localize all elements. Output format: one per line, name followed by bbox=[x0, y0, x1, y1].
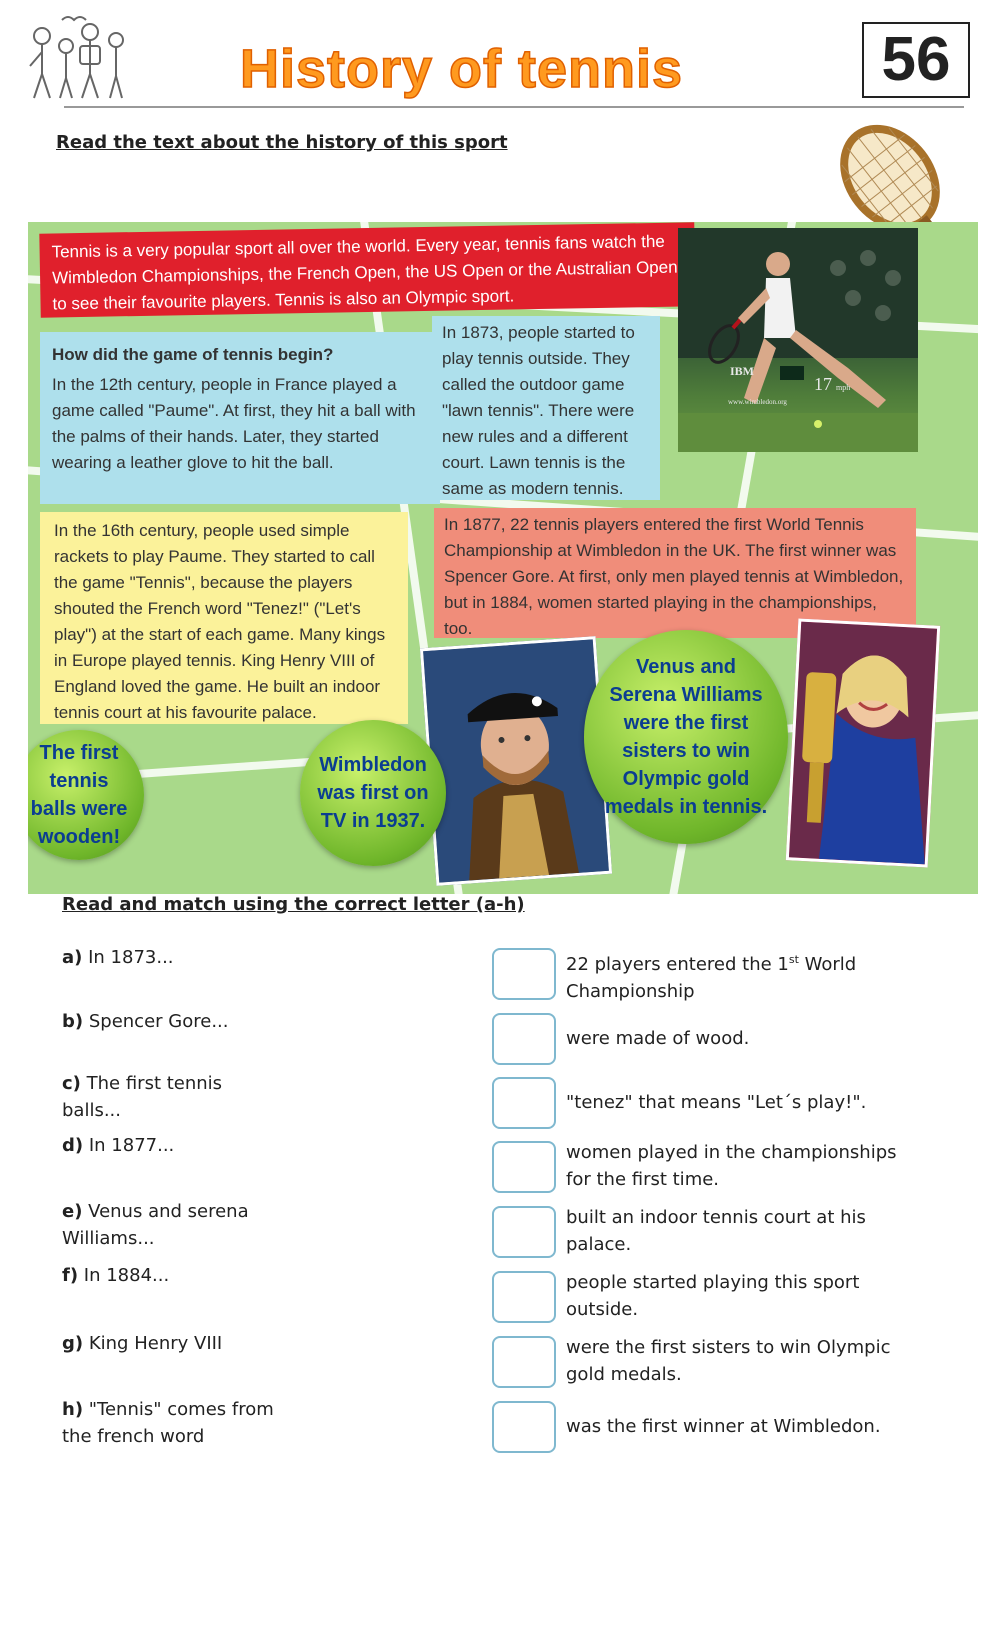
match-left-letter: c) bbox=[62, 1073, 81, 1094]
read-instruction: Read the text about the history of this sport bbox=[56, 132, 508, 153]
match-left-text: Spencer Gore... bbox=[83, 1011, 229, 1032]
match-left-text: In 1884... bbox=[78, 1265, 170, 1286]
match-left-letter: a) bbox=[62, 947, 83, 968]
page-number: 56 bbox=[862, 22, 970, 98]
match-right-item bbox=[566, 1334, 926, 1388]
king-henry-portrait bbox=[420, 636, 612, 886]
answer-box[interactable] bbox=[492, 1206, 556, 1258]
match-instruction: Read and match using the correct letter (a-h) bbox=[62, 894, 525, 915]
match-right-text: was the first winner at Wimbledon. bbox=[566, 1416, 881, 1437]
match-right-text: were the first sisters to win Olympic gold medals. bbox=[566, 1337, 891, 1385]
fact-ball-wooden bbox=[28, 730, 144, 860]
match-left-letter: h) bbox=[62, 1399, 84, 1420]
match-right-text: "tenez" that means "Let´s play!". bbox=[566, 1092, 867, 1113]
match-left-text: In 1873... bbox=[82, 947, 174, 968]
match-left-item bbox=[62, 1198, 282, 1252]
match-left-item bbox=[62, 1396, 282, 1450]
match-right-text: were made of wood. bbox=[566, 1028, 750, 1049]
box-16th-century: In the 16th century, people used simple rackets to play Paume. They started to call the game "Tennis", because the players shouted the French word "Tenez!" ("Let's play") at the start of each game. Many kings in Europe played tennis. King Henry VIII of England loved the game. He built an indoor tennis court at his favourite palace. bbox=[40, 512, 408, 724]
intro-box: Tennis is a very popular sport all over the world. Every year, tennis fans watch the Wimbledon Championships, the French Open, the US Open or the Australian Open to see their favourite players. Tennis is also an Olympic sport. bbox=[39, 222, 695, 317]
wimbledon-url: www.wimbledon.org bbox=[728, 398, 787, 406]
box-how-began bbox=[40, 332, 440, 504]
match-right-item bbox=[566, 1139, 926, 1193]
fact-ball-williams bbox=[584, 630, 788, 844]
match-left-text: The first tennis balls... bbox=[62, 1073, 223, 1121]
answer-box[interactable] bbox=[492, 1077, 556, 1129]
match-left-letter: d) bbox=[62, 1135, 84, 1156]
match-left-letter: e) bbox=[62, 1201, 83, 1222]
match-left-text: In 1877... bbox=[83, 1135, 175, 1156]
match-left-text: Venus and serena Williams... bbox=[62, 1201, 249, 1249]
match-right-text: 22 players entered the 1 bbox=[566, 954, 789, 975]
match-right-item bbox=[566, 1025, 926, 1052]
speed-unit: mph bbox=[836, 383, 851, 392]
fact-ball-tv-text: Wimbledon was first on TV in 1937. bbox=[317, 754, 429, 832]
match-left-item bbox=[62, 1262, 282, 1289]
sponsor-text: IBM bbox=[730, 364, 754, 378]
ordinal-suffix: st bbox=[788, 953, 799, 966]
match-left-item bbox=[62, 1008, 282, 1035]
match-left-letter: g) bbox=[62, 1333, 84, 1354]
reading-panel bbox=[28, 222, 978, 894]
match-left-text: King Henry VIII bbox=[83, 1333, 223, 1354]
speed-value: 17 bbox=[814, 374, 832, 394]
speed-readout bbox=[814, 374, 850, 395]
match-right-item bbox=[566, 946, 926, 1005]
match-left-text: "Tennis" comes from the french word bbox=[62, 1399, 274, 1447]
tennis-player-photo bbox=[678, 228, 918, 452]
match-left-letter: f) bbox=[62, 1265, 79, 1286]
match-left-item bbox=[62, 944, 282, 971]
match-right-item bbox=[566, 1089, 926, 1116]
trophy-winner-photo bbox=[786, 618, 940, 867]
answer-box[interactable] bbox=[492, 948, 556, 1000]
match-left-item bbox=[62, 1132, 282, 1159]
answer-box[interactable] bbox=[492, 1336, 556, 1388]
fact-ball-wooden-text: The first tennis balls were wooden! bbox=[30, 742, 128, 848]
header-divider bbox=[64, 106, 964, 108]
match-right-text: people started playing this sport outside. bbox=[566, 1272, 860, 1320]
answer-box[interactable] bbox=[492, 1013, 556, 1065]
box-how-began-text: In the 12th century, people in France played a game called "Paume". At first, they hit a ball with the palms of their hands. Later, they started wearing a leather glove to hit the ball. bbox=[52, 375, 416, 472]
match-left-letter: b) bbox=[62, 1011, 84, 1032]
box-1877: In 1877, 22 tennis players entered the first World Tennis Championship at Wimbledon in the UK. The first winner was Spencer Gore. At first, only men played tennis at Wimbledon, but in 1884, women started playing in the championships, too. bbox=[434, 508, 916, 638]
match-right-item bbox=[566, 1269, 926, 1323]
box-how-began-heading: How did the game of tennis begin? bbox=[52, 345, 334, 364]
kids-logo bbox=[22, 12, 132, 102]
match-right-text: women played in the championships for the first time. bbox=[566, 1142, 897, 1190]
match-left-item bbox=[62, 1330, 282, 1357]
fact-ball-williams-text: Venus and Serena Williams were the first sisters to win Olympic gold medals in tennis. bbox=[604, 656, 768, 818]
match-right-item bbox=[566, 1204, 926, 1258]
page-title: History of tennis bbox=[240, 39, 684, 99]
box-1873: In 1873, people started to play tennis outside. They called the outdoor game "lawn tennis". There were new rules and a different court. Lawn tennis is the same as modern tennis. bbox=[432, 316, 660, 500]
answer-box[interactable] bbox=[492, 1271, 556, 1323]
match-left-item bbox=[62, 1070, 282, 1124]
answer-box[interactable] bbox=[492, 1401, 556, 1453]
answer-box[interactable] bbox=[492, 1141, 556, 1193]
match-right-text: built an indoor tennis court at his palace. bbox=[566, 1207, 866, 1255]
match-right-text-after: World Championship bbox=[566, 954, 857, 1002]
match-right-item bbox=[566, 1413, 926, 1440]
fact-ball-tv bbox=[300, 720, 446, 866]
